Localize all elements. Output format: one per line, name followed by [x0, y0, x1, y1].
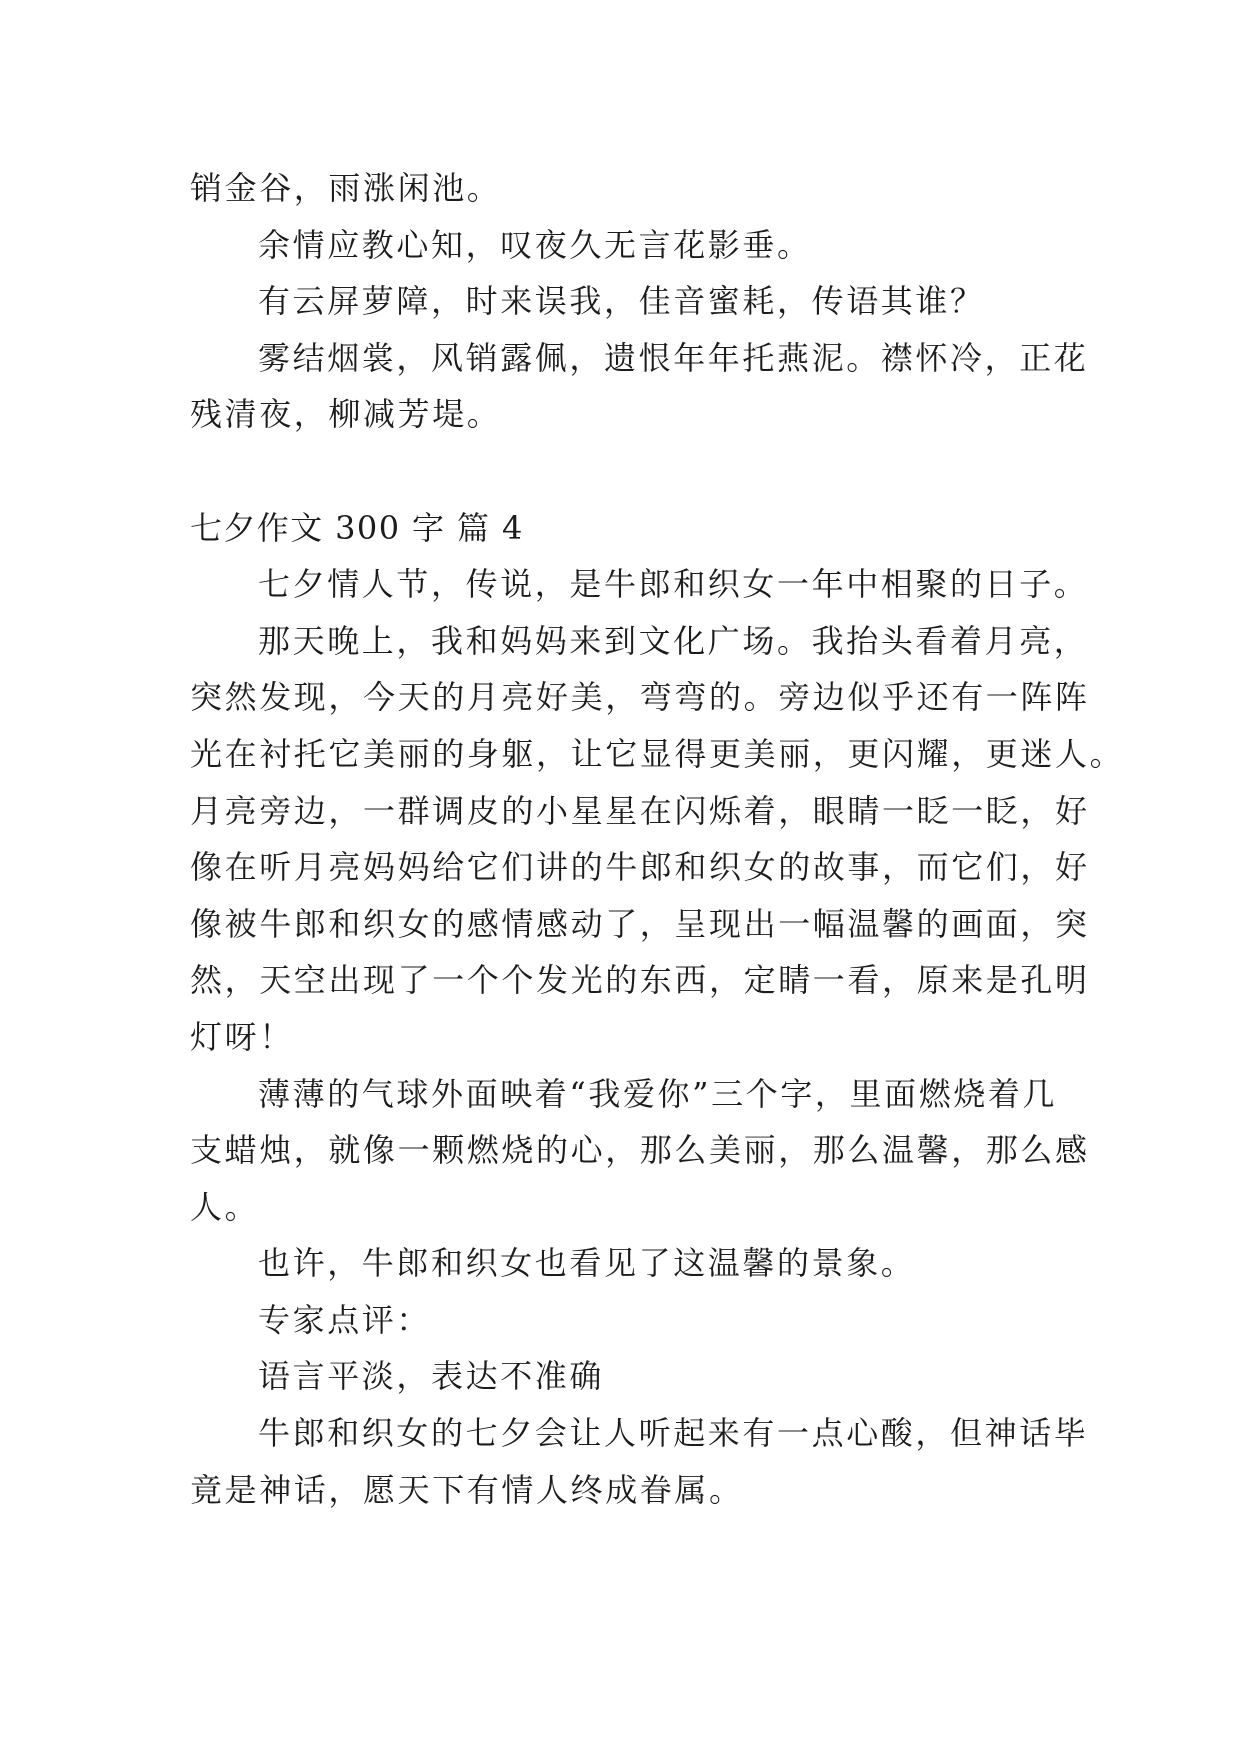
paragraph-line: 销金谷，雨涨闲池。 [190, 169, 502, 207]
paragraph-line: 然，天空出现了一个个发光的东西，定睛一看，原来是孔明 [190, 961, 1090, 1000]
paragraph-line: 语言平淡，表达不准确 [258, 1357, 605, 1396]
paragraph-line: 像被牛郎和织女的感情感动了，呈现出一幅温馨的画面，突 [190, 904, 1090, 943]
section-heading: 七夕作文 300 字 篇 4 [190, 508, 524, 547]
paragraph-line: 竟是神话，愿天下有情人终成眷属。 [190, 1470, 744, 1509]
paragraph-line: 雾结烟裳，风销露佩，遗恨年年托燕泥。襟怀冷，正花 [258, 338, 1089, 377]
paragraph-line: 光在衬托它美丽的身躯，让它显得更美丽，更闪耀，更迷人。 [190, 734, 1125, 773]
spacer [190, 443, 1070, 500]
paragraph-line: 牛郎和织女的七夕会让人听起来有一点心酸，但神话毕 [258, 1414, 1089, 1453]
paragraph-line: 余情应教心知，叹夜久无言花影垂。 [258, 225, 812, 264]
paragraph-line: 人。 [190, 1187, 260, 1226]
paragraph-line: 残清夜，柳减芳堤。 [190, 395, 502, 434]
paragraph-line: 七夕情人节，传说，是牛郎和织女一年中相聚的日子。 [258, 565, 1089, 604]
paragraph-line: 支蜡烛，就像一颗燃烧的心，那么美丽，那么温馨，那么感 [190, 1131, 1090, 1170]
paragraph-line: 灯呀！ [190, 1017, 294, 1056]
paragraph-line: 像在听月亮妈妈给它们讲的牛郎和织女的故事，而它们，好 [190, 848, 1090, 887]
expert-comment-label: 专家点评： [258, 1300, 432, 1339]
paragraph-line: 有云屏萝障，时来误我，佳音蜜耗，传语其谁？ [258, 282, 985, 321]
paragraph-line: 月亮旁边，一群调皮的小星星在闪烁着，眼睛一眨一眨，好 [190, 791, 1090, 830]
paragraph-line: 也许，牛郎和织女也看见了这温馨的景象。 [258, 1244, 916, 1283]
paragraph-line: 那天晚上，我和妈妈来到文化广场。我抬头看着月亮， [258, 621, 1089, 660]
document-body [190, 160, 1125, 1518]
paragraph-line: 薄薄的气球外面映着“我爱你”三个字，里面燃烧着几 [258, 1074, 1058, 1113]
paragraph-line: 突然发现，今天的月亮好美，弯弯的。旁边似乎还有一阵阵 [190, 678, 1090, 717]
